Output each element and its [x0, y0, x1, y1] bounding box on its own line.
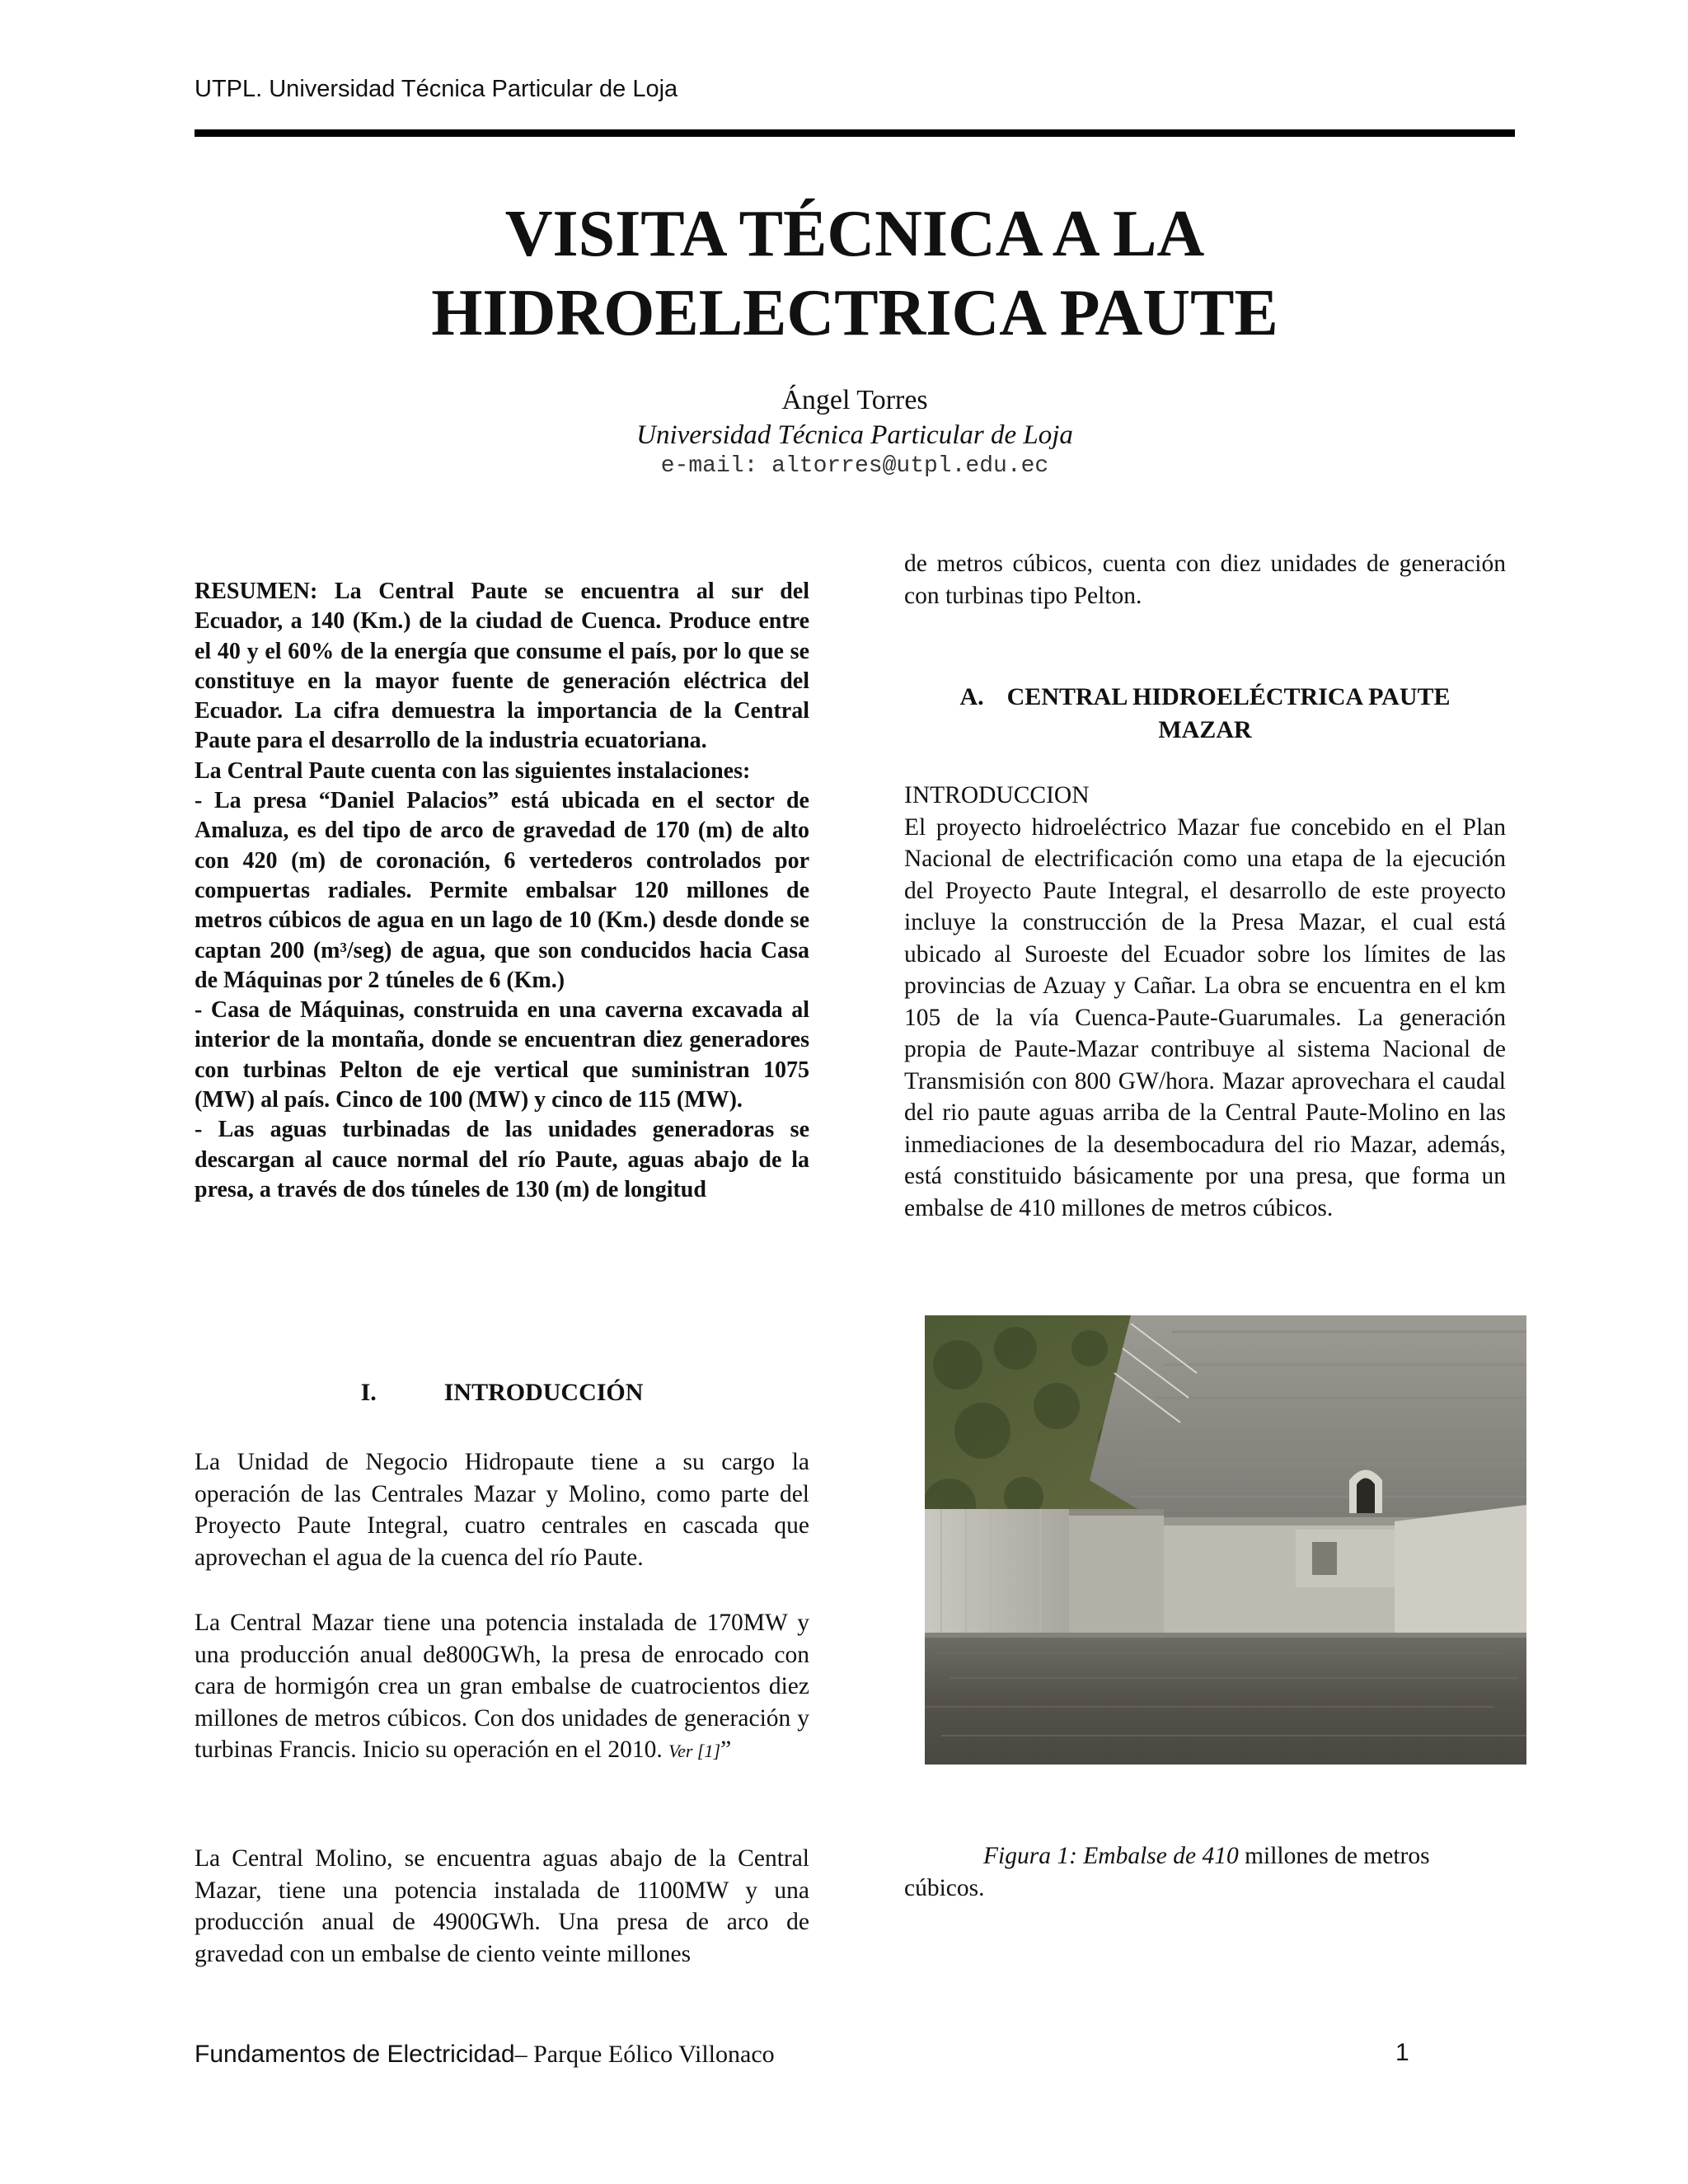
running-header: UTPL. Universidad Técnica Particular de Loja	[195, 76, 678, 102]
section-heading-central-mazar	[904, 681, 1506, 747]
subheading-introduccion: INTRODUCCION	[904, 782, 1090, 808]
author-email: e-mail: altorres@utpl.edu.ec	[660, 453, 1049, 479]
intro-paragraph	[195, 1607, 809, 1768]
author-name: Ángel Torres	[781, 385, 928, 415]
footer-course: Fundamentos de Electricidad	[195, 2041, 515, 2068]
section-number: I.	[360, 1379, 377, 1406]
section-title: INTRODUCCIÓN	[443, 1379, 644, 1406]
title-line-1: VISITA TÉCNICA A LA	[504, 198, 1205, 270]
section-number: A.	[959, 683, 984, 710]
intro-paragraph	[195, 1843, 809, 1970]
caption-label: Figura 1: Embalse de 410	[983, 1843, 1239, 1869]
abstract-paragraph: - La presa “Daniel Palacios” está ubicada en el sector de Amaluza, es del tipo de arco de gravedad de 170 (m) de alto con 420 (m) de coronación, 6 vertederos controlados por compuertas radiales. Permite embalsar 120 millones de metros cúbicos de agua en un lago de 10 (Km.) desde donde se captan 200 (m³/seg) de agua, que son conducidos hacia Casa de Máquinas por 2 túneles de 6 (Km.)	[195, 788, 809, 993]
running-footer	[195, 2041, 775, 2069]
abstract-paragraph: La Central Paute cuenta con las siguientes instalaciones:	[195, 757, 751, 784]
abstract	[195, 577, 809, 1205]
caption-text: millones de metros cúbicos.	[904, 1843, 1430, 1901]
continuation-paragraph	[904, 548, 1506, 612]
figure-caption	[904, 1840, 1506, 1904]
closing-quote: ”	[720, 1736, 732, 1763]
paragraph-text: El proyecto hidroeléctrico Mazar fue concebido en el Plan Nacional de electrificación como una etapa de la ejecución del Proyecto Paute Integral, el desarrollo de este proyecto incluye la construcción de la Presa Mazar, el cual está ubicado al Suroeste del Ecuador sobre los límites de las provincias de Azuay y Cañar. La obra se encuentra en el km 105 de la vía Cuenca-Paute-Guarumales. La generación propia de Paute-Mazar contribuye al sistema Nacional de Transmisión con 800 GW/hora. Mazar aprovechara el caudal del rio paute aguas arriba de la Central Paute-Molino en las inmediaciones de la desembocadura del rio Mazar, además, está constituido básicamente por una presa, que forma un embalse de 410 millones de metros cúbicos.	[904, 813, 1506, 1221]
intro-paragraph	[195, 1446, 809, 1573]
reference-citation: Ver [1]	[668, 1741, 721, 1761]
paragraph-text: de metros cúbicos, cuenta con diez unidades de generación con turbinas tipo Pelton.	[904, 551, 1506, 609]
paper-title	[195, 194, 1515, 353]
section-title-line-1: CENTRAL HIDROELÉCTRICA PAUTE	[1006, 683, 1451, 710]
header-rule	[195, 129, 1515, 137]
section-title-line-2: MAZAR	[1158, 716, 1252, 743]
abstract-paragraph: RESUMEN: La Central Paute se encuentra al sur del Ecuador, a 140 (Km.) de la ciudad de Cuenca. Produce entre el 40 y el 60% de la energía que consume el país, por lo que se constituye en la mayor fuente de generación eléctrica del Ecuador. La cifra demuestra la importancia de la Central Paute para el desarrollo de la industria ecuatoriana.	[195, 579, 809, 754]
paragraph-text: La Unidad de Negocio Hidropaute tiene a su cargo la operación de las Centrales Mazar y Molino, como parte del Proyecto Paute Integral, cuatro centrales en cascada que aprovechan el agua de la cuenca del río Paute.	[195, 1449, 809, 1571]
abstract-paragraph: - Casa de Máquinas, construida en una caverna excavada al interior de la montaña, donde se encuentran diez generadores con turbinas Pelton de eje vertical que suministran 1075 (MW) al país. Cinco de 100 (MW) y cinco de 115 (MW).	[195, 997, 809, 1113]
abstract-paragraph: - Las aguas turbinadas de las unidades generadoras se descargan al cauce normal del río Paute, aguas abajo de la presa, a través de dos túneles de 130 (m) de longitud	[195, 1117, 809, 1202]
page-number: 1	[1395, 2039, 1409, 2066]
mazar-intro	[904, 780, 1506, 1224]
author-affiliation: Universidad Técnica Particular de Loja	[636, 420, 1073, 450]
footer-subject: – Parque Eólico Villonaco	[514, 2041, 775, 2068]
section-heading-introduccion	[195, 1376, 809, 1409]
dam-reservoir-photo	[925, 1315, 1526, 1765]
paragraph-text: La Central Molino, se encuentra aguas abajo de la Central Mazar, tiene una potencia instalada de 1100MW y una producción anual de 4900GWh. Una presa de arco de gravedad con un embalse de ciento veinte millones	[195, 1845, 809, 1967]
paragraph-text: La Central Mazar tiene una potencia instalada de 170MW y una producción anual de800GWh, la presa de enrocado con cara de hormigón crea un gran embalse de cuatrocientos diez millones de metros cúbicos. Con dos unidades de generación y turbinas Francis. Inicio su operación en el 2010.	[195, 1610, 809, 1763]
title-line-2: HIDROELECTRICA PAUTE	[431, 277, 1278, 349]
